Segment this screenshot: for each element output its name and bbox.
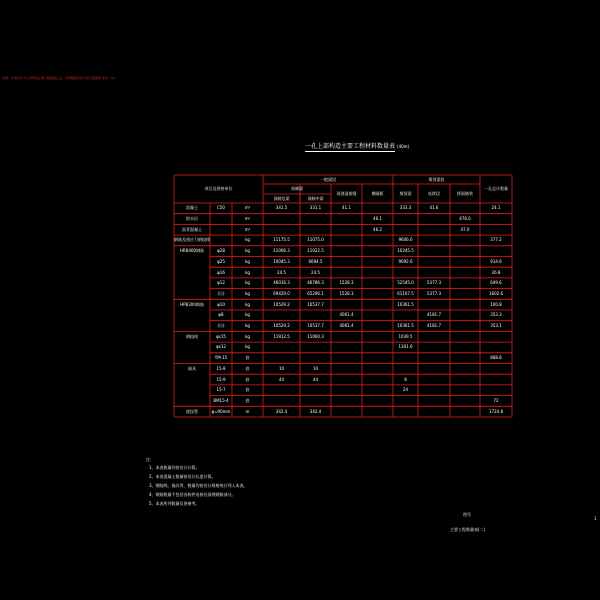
note-item: 1、本表数量均按设计计算。 (149, 465, 200, 470)
table-cell: 10529.2 (273, 301, 290, 307)
table-cell: 333.3 (399, 205, 412, 211)
table-cell: 100.8 (490, 301, 502, 307)
table-cell: 10 (278, 365, 285, 371)
row-spec: BM15-4 (213, 397, 229, 403)
table-cell: 5377.3 (427, 290, 441, 296)
table-cell: 24.1 (491, 205, 501, 211)
notes-header: 注： (146, 457, 154, 462)
table-cell: 4181.7 (427, 312, 441, 318)
table-cell: 10 (312, 365, 319, 371)
page-number: 1 (594, 516, 597, 521)
table-cell: 72 (493, 397, 499, 403)
table-cell: 47.0 (460, 226, 470, 232)
row-spec: φ16 (217, 269, 225, 275)
note-item: 2、本表混凝土数量按设计长度计算。 (149, 474, 216, 479)
note-item: 5、本表所列数量仅供参考。 (149, 501, 200, 506)
table-cell: 476.0 (459, 216, 471, 222)
table-cell: 11060.3 (307, 333, 324, 339)
row-category: 混凝土 (186, 205, 198, 211)
row-spec: kg (245, 333, 250, 339)
table-cell: 11022.5 (307, 248, 324, 254)
note-item: 3、钢绞线、锚具等，数量均按设计规格统计列入本表。 (149, 483, 248, 488)
table-cell: 46.2 (373, 226, 382, 232)
table-cell: 342.4 (309, 408, 322, 414)
row-spec: φs12 (216, 344, 226, 350)
table-cell: 46.1 (373, 216, 382, 222)
row-spec: YM-15 (214, 355, 228, 361)
row-spec: φ8 (218, 312, 224, 318)
table-cell: 9606.0 (398, 237, 413, 243)
table-cell: 26.8 (491, 269, 501, 275)
row-spec: φ12 (217, 280, 225, 286)
row-spec: 套 (245, 376, 250, 382)
row-spec: 合计 (217, 290, 225, 296)
table-cell: 1528.3 (339, 290, 354, 296)
row-spec: 套 (245, 365, 250, 371)
row-spec: kg (245, 258, 250, 264)
table-cell: 914.6 (490, 258, 502, 264)
table-cell: 10245.5 (397, 248, 414, 254)
row-spec: kg (245, 280, 250, 286)
table-cell: 1039.5 (398, 333, 413, 339)
table-cell: 11175.5 (273, 237, 290, 243)
header-sub-sub: 预制边梁 (273, 195, 290, 201)
row-spec: kg (245, 312, 250, 318)
table-cell: 10361.5 (397, 301, 414, 307)
row-category: HRB400钢筋 (179, 248, 205, 254)
header-total: 一孔总计数量 (484, 186, 508, 191)
row-category: HPB300钢筋 (180, 301, 204, 307)
row-spec: 合计 (217, 323, 225, 329)
row-spec: φ25 (217, 258, 225, 264)
row-spec: m² (244, 216, 251, 222)
table-cell: 61107.5 (397, 290, 414, 296)
row-spec: kg (245, 344, 250, 350)
table-cell: 8 (404, 376, 407, 382)
row-spec: kg (245, 237, 250, 243)
row-spec: φs15 (216, 333, 226, 339)
row-spec: m (245, 408, 250, 414)
row-category: 防水层 (186, 216, 198, 222)
table-cell: 46016.3 (273, 280, 290, 286)
table-cell: 24.5 (311, 269, 320, 275)
header-sub: 墩顶梁 (399, 190, 412, 196)
table-cell: 41.1 (342, 205, 351, 211)
table-cell: 353.1 (490, 323, 502, 329)
table-cell: 9092.6 (398, 258, 413, 264)
table-cell: 24.5 (277, 269, 286, 275)
table-cell: 377.2 (490, 237, 502, 243)
header-sub: 预制梁 (291, 186, 303, 191)
header-sub-sub: 预制中梁 (307, 195, 324, 201)
table-cell: 4061.4 (339, 312, 354, 318)
table-cell: 649.6 (490, 280, 502, 286)
title-suffix: (40m) (397, 144, 410, 149)
table-cell: 41.6 (429, 205, 439, 211)
row-spec: 15-8 (216, 365, 226, 371)
row-spec: φ10 (217, 301, 225, 307)
header-group-b: 墩顶梁段 (428, 176, 445, 182)
table-cell: 10361.5 (397, 323, 414, 329)
table-cell: 24 (402, 387, 409, 393)
row-spec: φ28 (217, 248, 225, 254)
table-cell: 6694.5 (308, 258, 323, 264)
table-cell: 1301.6 (398, 344, 413, 350)
header-sub: 横隔板 (371, 190, 384, 196)
header-sub: 现浇湿接缝 (336, 190, 357, 196)
header-group-a: 一般梁段 (320, 176, 336, 182)
header-sub: 桥面铺装 (457, 190, 473, 196)
table-cell: 5377.3 (427, 280, 441, 286)
side-annotation: 说明：本表仅作为上部构造主要工程数量汇总，详细数量见各分项工程图纸 单位：kg (2, 76, 115, 80)
table-cell: 46786.3 (307, 280, 324, 286)
table-cell: 342.4 (275, 408, 288, 414)
row-spec: kg (245, 269, 250, 275)
row-spec: 15-7 (216, 387, 226, 393)
note-item: 4、钢筋数量不包括各构件连接处预埋钢筋部分。 (149, 492, 236, 497)
table-cell: 341.5 (275, 205, 288, 211)
table-cell: 69429.0 (273, 290, 290, 296)
table-cell: 353.3 (490, 312, 502, 318)
table-cell: 4181.7 (427, 323, 441, 329)
drawing-name: 主要工程数量表(二) (450, 527, 486, 532)
row-category: 沥青混凝土 (182, 226, 202, 232)
row-spec: C50 (217, 205, 225, 211)
notes-block (146, 455, 248, 508)
header-item-label: 项目及规格单位 (204, 186, 233, 191)
table-cell: 10045.3 (273, 258, 290, 264)
row-spec: kg (245, 248, 250, 254)
row-category: 钢筋及预应力钢绞线 (174, 237, 210, 243)
row-spec: kg (245, 323, 250, 329)
row-category: 钢绞线 (186, 333, 198, 339)
row-spec: φ=90mm (211, 408, 231, 414)
table-cell: 1528.3 (339, 280, 354, 286)
title-text: 一孔上部构造主要工程材料数量表 (305, 143, 396, 150)
table-cell: 1602.6 (489, 290, 503, 296)
row-spec: m³ (244, 226, 251, 232)
table-cell: 11075.0 (307, 237, 324, 243)
row-spec: kg (245, 301, 250, 307)
table-cell: 10529.2 (273, 323, 290, 329)
table-cell: 44 (278, 376, 285, 382)
row-category: 锚具 (188, 365, 196, 371)
table-cell: 11006.3 (273, 248, 290, 254)
table-cell: 331.1 (309, 205, 322, 211)
table-cell: 888.8 (490, 355, 502, 361)
table-cell: 65296.1 (307, 290, 324, 296)
row-spec: 套 (245, 355, 250, 361)
drawing-number-label: 图号 (463, 512, 471, 517)
table-cell: 10537.7 (307, 323, 324, 329)
table-cell: 44 (312, 376, 319, 382)
row-spec: kg (245, 290, 250, 296)
table-cell: 52545.0 (397, 280, 414, 286)
row-category: 波纹管 (186, 408, 198, 414)
header-sub: 连续段 (428, 190, 440, 196)
row-spec: 套 (245, 397, 250, 403)
table-cell: 1724.8 (489, 408, 503, 414)
row-spec: m³ (244, 205, 251, 211)
row-spec: 15-9 (216, 376, 226, 382)
table-cell: 4061.4 (339, 323, 354, 329)
table-cell: 11912.5 (273, 333, 290, 339)
table-cell: 10537.7 (307, 301, 324, 307)
row-spec: 套 (245, 387, 250, 393)
